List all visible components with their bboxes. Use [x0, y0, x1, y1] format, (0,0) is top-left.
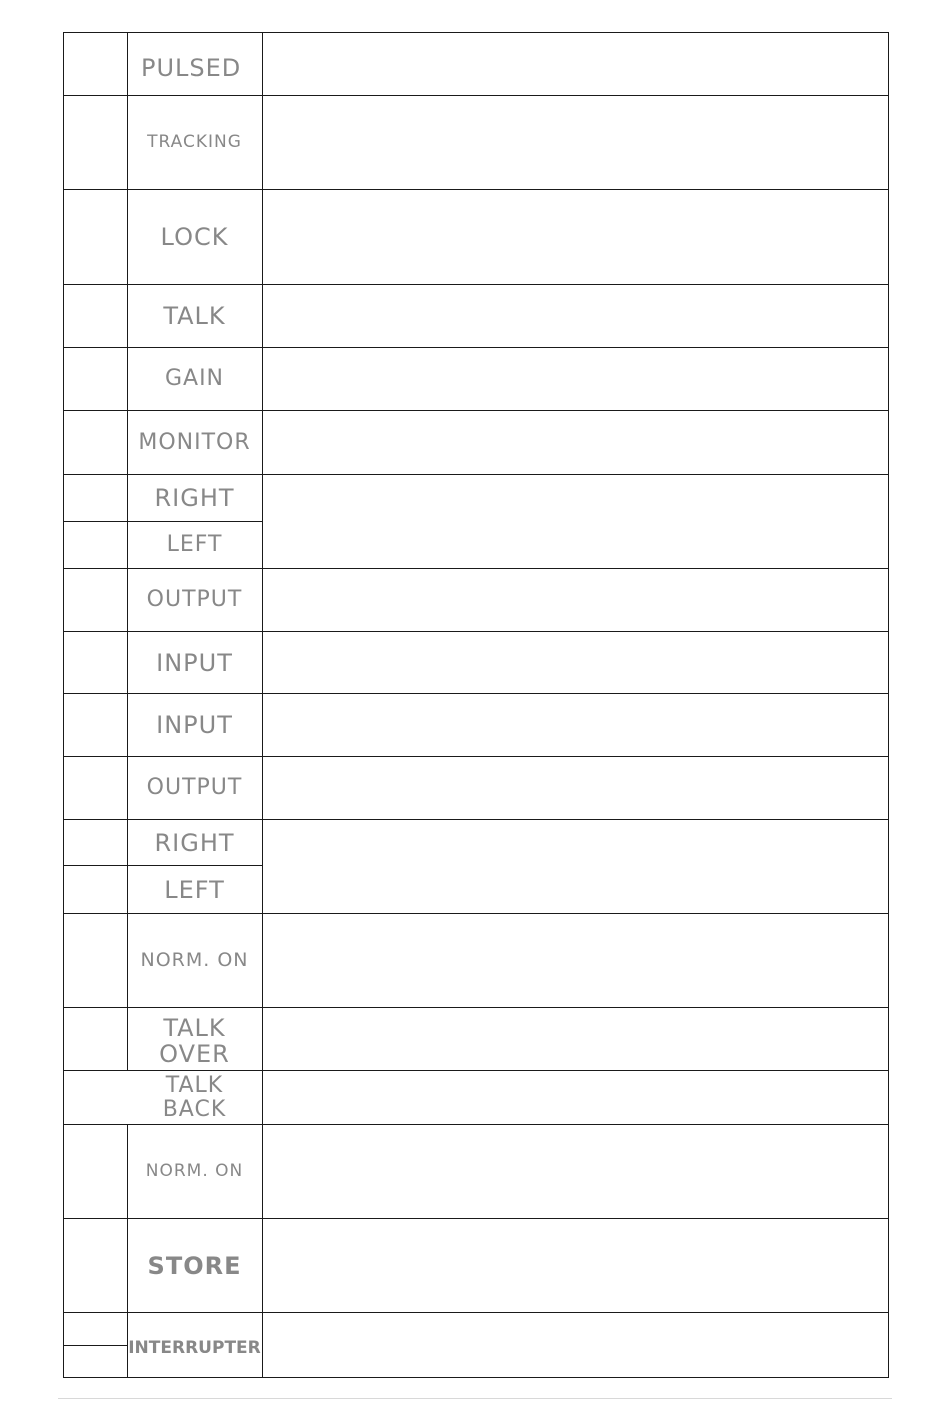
label-talk-back-line2: BACK	[162, 1096, 227, 1122]
label-lock: LOCK	[160, 223, 229, 251]
label-right: RIGHT	[154, 484, 235, 512]
label-talk: TALK	[163, 302, 226, 330]
row-divider	[63, 1312, 889, 1313]
label-talk-back-line1: TALK	[165, 1072, 224, 1098]
label-left: LEFT	[164, 875, 225, 904]
label-norm-on: NORM. ON	[140, 949, 249, 971]
label-input: INPUT	[156, 711, 233, 739]
sub-row-divider	[63, 1345, 127, 1346]
label-pulsed: PULSED	[141, 54, 242, 82]
label-monitor: MONITOR	[138, 429, 251, 455]
label-left: LEFT	[166, 532, 223, 557]
column-divider-2	[262, 32, 263, 1377]
label-right: RIGHT	[154, 828, 235, 857]
label-output: OUTPUT	[146, 775, 243, 800]
row-divider	[63, 1007, 889, 1008]
label-output: OUTPUT	[146, 587, 243, 612]
label-gain: GAIN	[164, 366, 225, 391]
label-store: STORE	[147, 1251, 242, 1280]
table-border-left	[63, 32, 64, 1377]
table-border-top	[63, 32, 889, 33]
page-footer-rule	[58, 1398, 892, 1399]
label-talk-back	[127, 1071, 262, 1124]
label-talk-over	[127, 1011, 262, 1071]
table-border-bottom	[63, 1377, 889, 1378]
table-border-right	[888, 32, 889, 1377]
label-input: INPUT	[156, 648, 233, 677]
label-talk-over-line2: OVER	[159, 1040, 230, 1068]
label-interrupter: INTERRUPTER	[128, 1338, 261, 1358]
label-talk-over-line1: TALK	[163, 1014, 226, 1042]
label-norm-on: NORM. ON	[145, 1161, 244, 1181]
label-tracking: TRACKING	[147, 132, 242, 152]
